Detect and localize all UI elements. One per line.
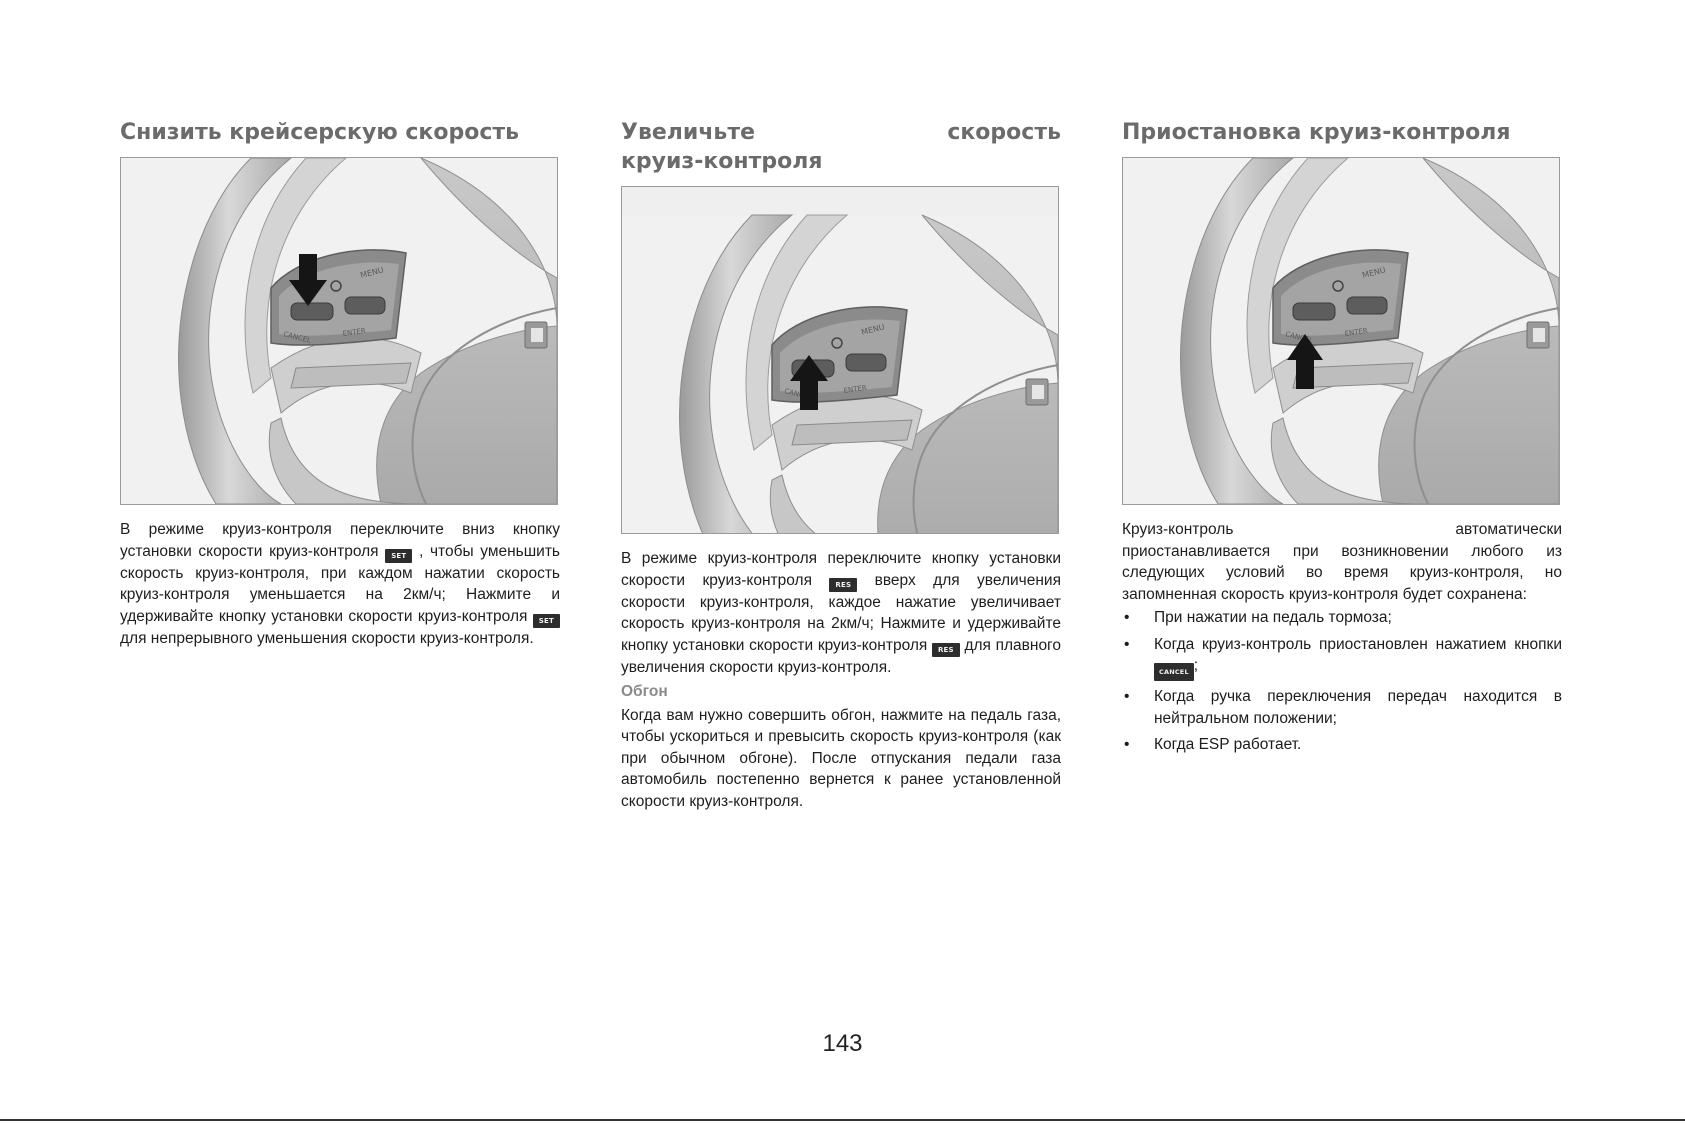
increase-speed-paragraph: В режиме круиз-контроля переключите кнопку установки скорости круиз-контроля RES вверх для увеличения скорости круиз-контроля, каждое нажатие увеличивает скорость круиз-контроля на 2км/ч; Нажмите и удерживайте кнопку установки скорости круиз-контроля RES для плавного увеличения скорости круиз-контроля.	[621, 550, 1061, 676]
list-item: • Когда ESP работает.	[1124, 736, 1302, 753]
reduce-speed-paragraph: В режиме круиз-контроля переключите вниз кнопку установки скорости круиз-контроля SET , чтобы уменьшить скорость круиз-контроля, при каждом нажатии скорость круиз-контроля уменьшается на 2км/ч; Нажмите и удерживайте кнопку установки скорости круиз-контроля SET для непрерывного уменьшения скорости круиз-контроля.	[120, 521, 560, 647]
steering-wheel-figure	[621, 186, 1059, 534]
pause-intro-first-line: Круиз-контроль автоматически	[1122, 521, 1562, 538]
section-increase-speed	[621, 118, 1061, 812]
section-pause-cruise	[1122, 118, 1562, 761]
set-button-icon: SET	[385, 549, 412, 563]
set-button-icon: SET	[533, 614, 560, 628]
overtake-paragraph: Когда вам нужно совершить обгон, нажмите на педаль газа, чтобы ускориться и превысить скорость круиз-контроля (как при обычном обгоне). После отпускания педали газа автомобиль постепенно вернется к ранее установленной скорости круиз-контроля.	[621, 706, 1061, 810]
steering-wheel-illustration	[121, 158, 557, 504]
res-button-icon: RES	[932, 643, 960, 657]
list-item: • Когда ручка переключения передач находится в нейтральном положении;	[1124, 688, 1562, 727]
section-reduce-speed	[120, 118, 560, 649]
steering-wheel-figure	[1122, 157, 1560, 505]
overtake-subheading: Обгон	[621, 683, 668, 700]
list-item: • Когда круиз-контроль приостановлен нажатием кнопки CANCEL ;	[1122, 634, 1562, 682]
cancel-button-icon: CANCEL	[1154, 663, 1194, 681]
bottom-rule	[0, 1119, 1685, 1121]
pause-intro-paragraph: приостанавливается при возникновении любого из следующих условий во время круиз-контроля, но запомненная скорость круиз-контроля будет сохранена:	[1122, 542, 1562, 603]
section-title: Увеличьте скорость	[621, 120, 1061, 145]
steering-wheel-figure	[120, 157, 558, 505]
section-title-line2: круиз-контроля	[621, 149, 823, 174]
section-title: Снизить крейсерскую скорость	[120, 120, 520, 145]
pause-conditions-list	[1122, 607, 1562, 756]
res-button-icon: RES	[829, 578, 857, 592]
page-number: 143	[822, 1030, 863, 1057]
steering-wheel-illustration	[1123, 158, 1559, 504]
list-item: • При нажатии на педаль тормоза;	[1124, 609, 1392, 626]
section-title: Приостановка круиз-контроля	[1122, 120, 1511, 145]
steering-wheel-illustration	[622, 187, 1058, 533]
